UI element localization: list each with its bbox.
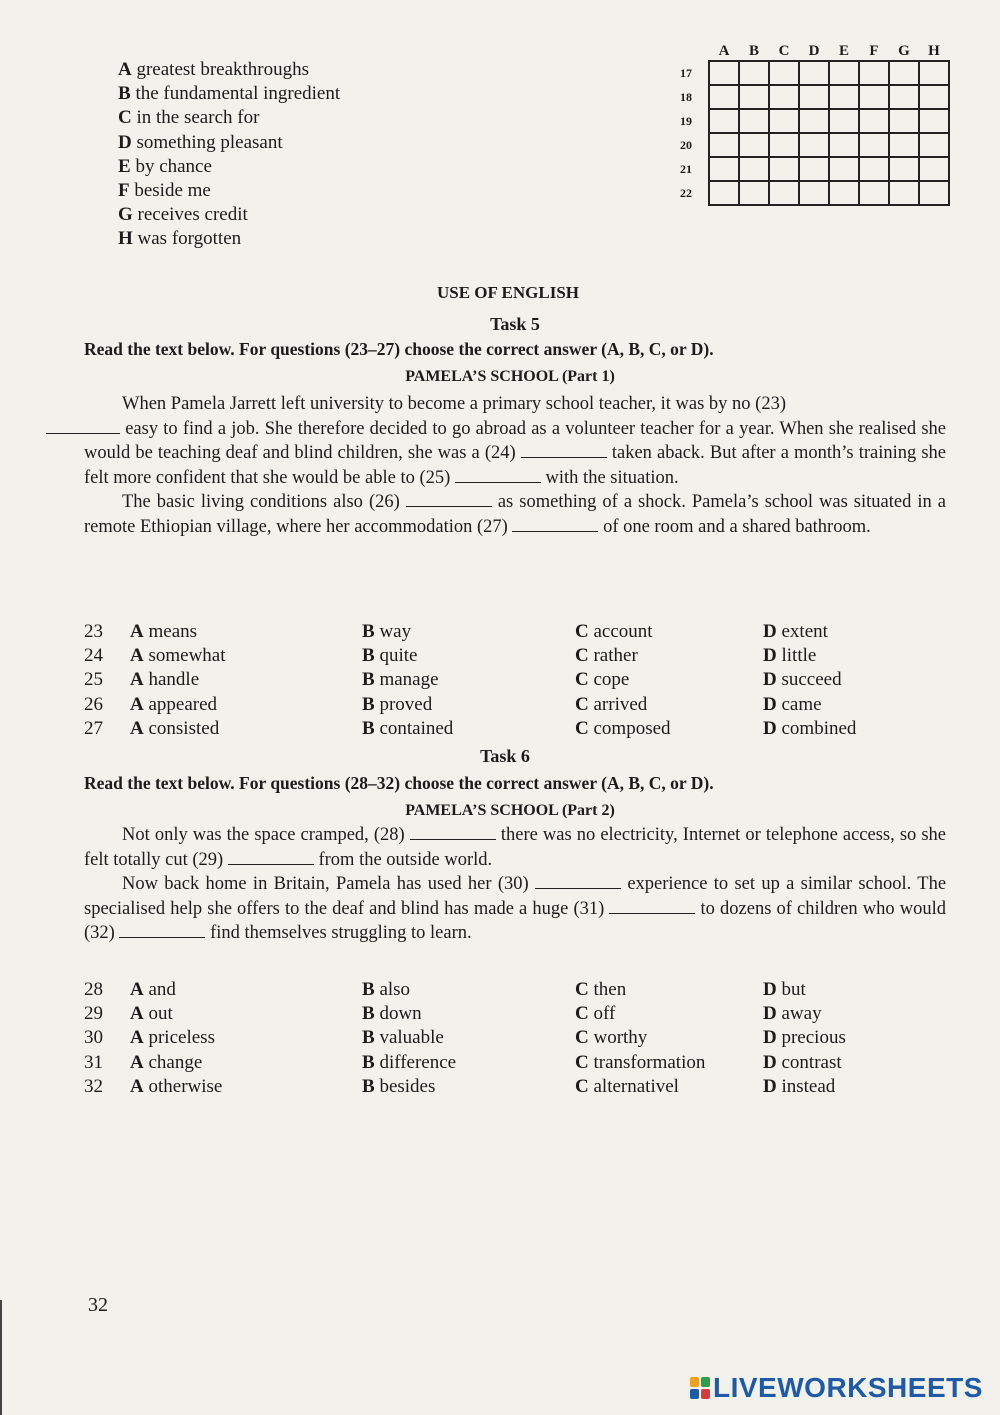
grid-row <box>680 85 949 109</box>
option-b[interactable]: B also <box>362 979 411 1000</box>
option-a[interactable]: A otherwise <box>130 1075 223 1097</box>
list-item: A greatest breakthroughs <box>118 59 310 80</box>
option-d[interactable]: D extent <box>763 621 828 642</box>
option-d[interactable]: D instead <box>763 1075 836 1097</box>
option-a[interactable]: A out <box>130 1003 173 1025</box>
grid-cell[interactable] <box>859 157 889 181</box>
question-row: 24 A somewhat B quite C rather D little <box>84 644 964 668</box>
question-row: 31 A change B difference C transformation D contrast <box>84 1051 964 1075</box>
grid-cell[interactable] <box>919 85 949 109</box>
question-row: 30 A priceless B valuable C worthy D precious <box>84 1026 964 1050</box>
liveworksheets-icon <box>690 1377 710 1399</box>
option-d[interactable]: D combined <box>763 717 857 739</box>
option-b[interactable]: B valuable <box>362 1027 444 1049</box>
watermark-text: LIVEWORKSHEETS <box>713 1372 983 1403</box>
grid-cell[interactable] <box>829 181 859 205</box>
grid-cell[interactable] <box>919 133 949 157</box>
grid-cell[interactable] <box>859 133 889 157</box>
grid-col-header: D <box>808 43 820 59</box>
grid-cell[interactable] <box>769 109 799 133</box>
option-b[interactable]: B contained <box>362 717 454 739</box>
task6-passage-title: PAMELA’S SCHOOL (Part 2) <box>405 802 615 819</box>
option-a[interactable]: A handle <box>130 669 200 691</box>
grid-cell[interactable] <box>859 61 889 85</box>
grid-row <box>680 61 949 85</box>
grid-row-label: 19 <box>680 113 692 128</box>
question-row: 27 A consisted B contained C composed D combined <box>84 717 964 741</box>
option-d[interactable]: D precious <box>763 1027 846 1049</box>
grid-cell[interactable] <box>739 85 769 109</box>
option-c[interactable]: C rather <box>575 645 638 667</box>
page-number: 32 <box>88 1294 108 1316</box>
grid-cell[interactable] <box>709 157 739 181</box>
list-item: C in the search for <box>118 107 260 129</box>
task6-instruction: Read the text below. For questions (28–32) choose the correct answer (A, B, C, or D). <box>84 773 714 793</box>
grid-cell[interactable] <box>769 181 799 205</box>
grid-cell[interactable] <box>799 181 829 205</box>
section-title: USE OF ENGLISH <box>436 283 580 302</box>
gap-31[interactable] <box>609 899 695 914</box>
grid-cell[interactable] <box>739 181 769 205</box>
option-c[interactable]: C alternativel <box>575 1075 679 1097</box>
option-c[interactable]: C transformation <box>575 1051 706 1073</box>
grid-col-header: B <box>748 43 759 59</box>
option-c[interactable]: C then <box>575 979 627 1000</box>
grid-col-header: H <box>928 43 940 59</box>
grid-cell[interactable] <box>709 61 739 85</box>
option-a[interactable]: A consisted <box>130 717 220 739</box>
option-c[interactable]: C account <box>575 621 653 642</box>
option-b[interactable]: B quite <box>362 645 418 667</box>
grid-cell[interactable] <box>829 109 859 133</box>
grid-cell[interactable] <box>769 133 799 157</box>
grid-cell[interactable] <box>709 133 739 157</box>
gap-25[interactable] <box>455 468 541 483</box>
grid-cell[interactable] <box>739 133 769 157</box>
grid-cell[interactable] <box>889 157 919 181</box>
option-c[interactable]: C composed <box>575 717 671 739</box>
grid-cell[interactable] <box>739 61 769 85</box>
grid-row-label: 18 <box>680 89 692 104</box>
question-row: 29 A out B down C off D away <box>84 1002 964 1026</box>
question-row: 25 A handle B manage C cope D succeed <box>84 668 964 692</box>
option-b[interactable]: B difference <box>362 1051 457 1073</box>
grid-cell[interactable] <box>799 133 829 157</box>
question-row: 28 A and B also C then D but <box>84 978 964 1002</box>
gap-24[interactable] <box>521 443 607 458</box>
grid-cell[interactable] <box>709 181 739 205</box>
grid-cell[interactable] <box>799 85 829 109</box>
task5-instruction: Read the text below. For questions (23–27) choose the correct answer (A, B, C, or D). <box>84 339 714 359</box>
question-row: 26 A appeared B proved C arrived D came <box>84 693 964 717</box>
grid-cell[interactable] <box>889 85 919 109</box>
grid-cell[interactable] <box>829 85 859 109</box>
option-b[interactable]: B manage <box>362 669 439 691</box>
grid-cell[interactable] <box>919 109 949 133</box>
grid-cell[interactable] <box>889 109 919 133</box>
gap-27[interactable] <box>512 517 598 532</box>
grid-cell[interactable] <box>739 157 769 181</box>
grid-cell[interactable] <box>829 61 859 85</box>
option-b[interactable]: B besides <box>362 1075 436 1097</box>
gap-32[interactable] <box>119 923 205 938</box>
option-b[interactable]: B way <box>362 621 412 642</box>
list-item: D something pleasant <box>118 131 283 153</box>
gap-29[interactable] <box>228 850 314 865</box>
grid-row <box>680 181 949 205</box>
grid-cell[interactable] <box>769 157 799 181</box>
grid-cell[interactable] <box>859 181 889 205</box>
grid-cell[interactable] <box>799 157 829 181</box>
grid-cell[interactable] <box>799 109 829 133</box>
task5-passage-title: PAMELA’S SCHOOL (Part 1) <box>405 368 615 385</box>
grid-col-header: A <box>718 43 730 59</box>
grid-col-header: C <box>778 43 790 59</box>
option-d[interactable]: D little <box>763 645 817 667</box>
task6-answer-options <box>84 978 964 1099</box>
option-a[interactable]: A appeared <box>130 693 218 715</box>
option-c[interactable]: C arrived <box>575 693 648 715</box>
grid-cell[interactable] <box>769 61 799 85</box>
task5-title: Task 5 <box>490 314 540 334</box>
grid-cell[interactable] <box>829 133 859 157</box>
option-a[interactable]: A means <box>130 621 198 642</box>
grid-cell[interactable] <box>859 85 889 109</box>
option-d[interactable]: D away <box>763 1003 822 1025</box>
page-edge-shadow <box>0 1300 2 1415</box>
task5-passage: When Pamela Jarrett left university to become a primary school teacher, it was by no (23) easy to find a job. She therefore decided to go abroad as a volunteer teacher for a year. When she realised she would be teaching deaf and blind children, she was a (24) taken aback. But after a month’s training she felt more confident that she would be able to (25) with the situation. The basic living conditions also (26) as something of a shock. Pamela’s school was situated in a remote Ethiopian village, where her accommodation (27) of one room and a shared bathroom. <box>84 392 946 539</box>
grid-cell[interactable] <box>799 61 829 85</box>
option-c[interactable]: C cope <box>575 669 630 691</box>
grid-cell[interactable] <box>889 61 919 85</box>
option-d[interactable]: D succeed <box>763 669 842 691</box>
gap-23[interactable] <box>46 419 120 434</box>
list-item: E by chance <box>118 155 212 177</box>
option-d[interactable]: D came <box>763 693 822 715</box>
grid-row <box>680 157 949 181</box>
grid-row-label: 21 <box>680 161 692 176</box>
option-c[interactable]: C off <box>575 1003 616 1025</box>
grid-cell[interactable] <box>829 157 859 181</box>
option-d[interactable]: D but <box>763 979 806 1000</box>
option-a[interactable]: A and <box>130 979 176 1000</box>
list-item: F beside me <box>118 180 211 202</box>
gap-30[interactable] <box>535 874 621 889</box>
option-c[interactable]: C worthy <box>575 1027 648 1049</box>
answer-grid <box>680 38 950 206</box>
option-d[interactable]: D contrast <box>763 1051 842 1073</box>
option-a[interactable]: A somewhat <box>130 645 226 667</box>
gap-26[interactable] <box>406 492 492 507</box>
liveworksheets-logo <box>690 1372 983 1404</box>
option-a[interactable]: A change <box>130 1051 203 1073</box>
grid-cell[interactable] <box>709 109 739 133</box>
question-row: 23 A means B way C account D extent <box>84 620 964 644</box>
grid-col-header: F <box>869 43 879 59</box>
grid-row-label: 22 <box>680 185 692 200</box>
gap-28[interactable] <box>410 825 496 840</box>
grid-row-label: 17 <box>680 65 692 80</box>
grid-col-header: E <box>838 43 849 59</box>
list-item: B the fundamental ingredient <box>118 83 341 105</box>
grid-cell[interactable] <box>919 181 949 205</box>
question-row: 32 A otherwise B besides C alternativel D instead <box>84 1075 964 1099</box>
matching-options-list <box>118 58 340 252</box>
grid-cell[interactable] <box>709 85 739 109</box>
option-b[interactable]: B down <box>362 1003 422 1025</box>
grid-cell[interactable] <box>889 133 919 157</box>
grid-col-header: G <box>898 43 910 59</box>
grid-cell[interactable] <box>919 61 949 85</box>
task6-passage: Not only was the space cramped, (28) there was no electricity, Internet or telephone access, so she felt totally cut (29) from the outside world. Now back home in Britain, Pamela has used her (30) experience to set up a similar school. The specialised help she offers to the deaf and blind has made a huge (31) to dozens of children who would (32) find themselves struggling to learn. <box>84 825 947 943</box>
grid-cell[interactable] <box>739 109 769 133</box>
grid-cell[interactable] <box>859 109 889 133</box>
option-a[interactable]: A priceless <box>130 1027 215 1049</box>
grid-row <box>680 109 949 133</box>
grid-cell[interactable] <box>919 157 949 181</box>
grid-cell[interactable] <box>889 181 919 205</box>
grid-cell[interactable] <box>769 85 799 109</box>
list-item: H was forgotten <box>118 228 242 250</box>
list-item: G receives credit <box>118 204 248 226</box>
task6-title: Task 6 <box>480 746 530 766</box>
grid-row-label: 20 <box>680 137 692 152</box>
grid-row <box>680 133 949 157</box>
option-b[interactable]: B proved <box>362 693 433 715</box>
task5-answer-options <box>84 620 964 741</box>
